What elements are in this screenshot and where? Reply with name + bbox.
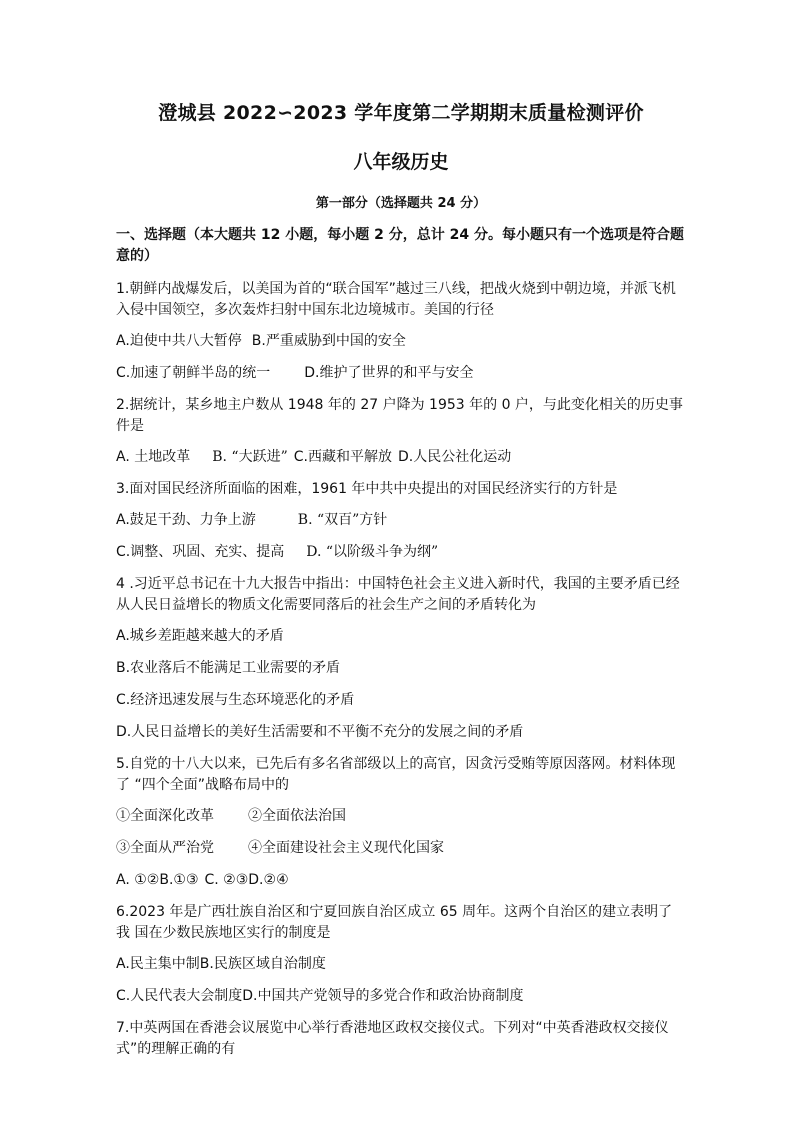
question-1-stem: 1.朝鲜内战爆发后，以美国为首的“联合国军”越过三八线，把战火烧到中朝边境，并派飞机入侵中国领空，多次轰炸扫射中国东北边境城市。美国的行径 bbox=[116, 281, 676, 318]
question-2-stem: 2.据统计，某乡地主户数从 1948 年的 27 户降为 1953 年的 0 户，与此变化相关的历史事件是 bbox=[116, 397, 683, 434]
q4-option-d: D.人民日益增长的美好生活需要和不平衡不充分的发展之间的矛盾 bbox=[116, 724, 524, 740]
part-heading: 第一部分（选择题共 24 分） bbox=[315, 196, 487, 211]
q5-option-b: B.①③ bbox=[159, 872, 199, 888]
question-6-options-row-1 bbox=[116, 954, 686, 975]
q5-option-c: C. ②③ bbox=[204, 872, 249, 888]
exam-title: 澄城县 2022∽2023 学年度第二学期期末质量检测评价 bbox=[158, 102, 644, 124]
q2-option-c: C.西藏和平解放 bbox=[293, 449, 392, 465]
question-6-stem: 6.2023 年是广西壮族自治区和宁夏回族自治区成立 65 周年。这两个自治区的建立表明了我 国在少数民族地区实行的制度是 bbox=[116, 904, 673, 941]
q2-option-d: D.人民公社化运动 bbox=[397, 449, 512, 465]
exam-subtitle: 八年级历史 bbox=[353, 151, 449, 173]
question-6-options-row-2 bbox=[116, 986, 686, 1007]
question-5-items-row-1 bbox=[116, 806, 686, 827]
question-5-items-row-2 bbox=[116, 838, 686, 859]
q5-item-4: ④全面建设社会主义现代化国家 bbox=[248, 840, 444, 856]
section-heading: 一、选择题（本大题共 12 小题，每小题 2 分，总计 24 分。每小题只有一个选项是符合题意的） bbox=[116, 227, 684, 264]
q5-item-1: ①全面深化改革 bbox=[116, 808, 214, 824]
q3-option-b: B. “双百”方针 bbox=[297, 512, 388, 528]
q6-option-d: D.中国共产党领导的多党合作和政治协商制度 bbox=[242, 988, 524, 1004]
q3-option-c: C.调整、巩固、充实、提高 bbox=[116, 544, 285, 560]
q6-option-c: C.人民代表大会制度 bbox=[116, 988, 243, 1004]
q4-option-b: B.农业落后不能满足工业需要的矛盾 bbox=[116, 660, 341, 676]
question-4-stem: 4 .习近平总书记在十九大报告中指出：中国特色社会主义进入新时代，我国的主要矛盾已经从人民日益增长的物质文化需要同落后的社会生产之间的矛盾转化为 bbox=[116, 576, 680, 613]
q5-item-3: ③全面从严治党 bbox=[116, 840, 214, 856]
q5-item-2: ②全面依法治国 bbox=[248, 808, 346, 824]
q1-option-b: B.严重威胁到中国的安全 bbox=[251, 333, 406, 349]
q5-option-d: D.②④ bbox=[248, 872, 289, 888]
q6-option-b: B.民族区域自治制度 bbox=[199, 956, 326, 972]
q1-option-c: C.加速了朝鲜半岛的统一 bbox=[116, 365, 271, 381]
question-5-options-row bbox=[116, 870, 686, 891]
question-3-stem: 3.面对国民经济所面临的困难，1961 年中共中央提出的对国民经济实行的方针是 bbox=[116, 481, 618, 497]
question-3-options-row-1 bbox=[116, 510, 686, 531]
question-3-options-row-2 bbox=[116, 542, 686, 563]
q3-option-d: D. “以阶级斗争为纲” bbox=[306, 544, 439, 560]
question-1-options-row-1 bbox=[116, 331, 686, 352]
q1-option-d: D.维护了世界的和平与安全 bbox=[304, 365, 474, 381]
q4-option-a: A.城乡差距越来越大的矛盾 bbox=[116, 628, 284, 644]
question-5-stem: 5.自党的十八大以来，已先后有多名省部级以上的高官，因贪污受贿等原因落网。材料体现了 “四个全面”战略布局中的 bbox=[116, 756, 676, 793]
q3-option-a: A.鼓足干劲、力争上游 bbox=[116, 512, 256, 528]
question-1-options-row-2 bbox=[116, 363, 686, 384]
q1-option-a: A.迫使中共八大暂停 bbox=[116, 333, 242, 349]
question-7-stem: 7.中英两国在香港会议展览中心举行香港地区政权交接仪式。下列对“中英香港政权交接仪 式”的理解正确的有 bbox=[116, 1020, 669, 1057]
q2-option-b: B. “大跃进” bbox=[212, 449, 288, 465]
q2-option-a: A. 土地改革 bbox=[116, 449, 191, 465]
q4-option-c: C.经济迅速发展与生态环境恶化的矛盾 bbox=[116, 692, 355, 708]
q5-option-a: A. ①② bbox=[116, 872, 160, 888]
question-2-options-row bbox=[116, 447, 686, 468]
q6-option-a: A.民主集中制 bbox=[116, 956, 200, 972]
